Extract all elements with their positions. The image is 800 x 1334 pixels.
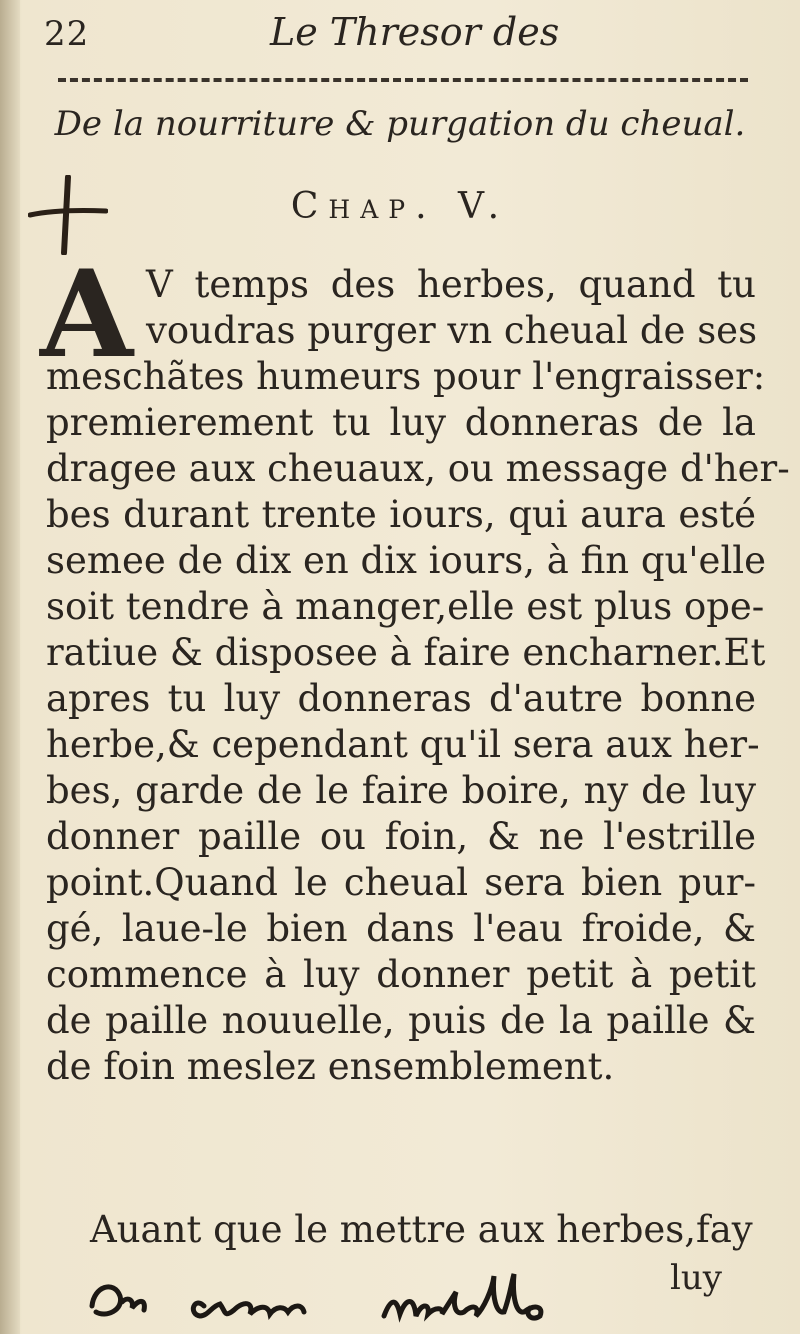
text-line: voudras purger vn cheual de ses	[146, 309, 758, 352]
text-line: meschãtes humeurs pour l'engraisser:	[46, 355, 766, 398]
chapter-heading: Chap. V.	[290, 186, 510, 227]
text-line: de foin meslez ensemblement.	[46, 1045, 615, 1088]
binding-gutter	[0, 0, 20, 1334]
text-line: de paille nouuelle, puis de la paille &	[46, 999, 756, 1042]
catchword: luy	[670, 1258, 722, 1298]
running-head: Le Thresor des	[270, 10, 560, 54]
text-line: V temps des herbes, quand tu	[146, 263, 756, 306]
text-line: dragee aux cheuaux, ou message d'her-	[46, 447, 790, 490]
text-line: ratiue & disposee à faire encharner.Et	[46, 631, 766, 674]
handwritten-annotation	[84, 1266, 664, 1332]
text-line: bes, garde de le faire boire, ny de luy	[46, 769, 756, 812]
text-line: soit tendre à manger,elle est plus ope-	[46, 585, 765, 628]
text-line: commence à luy donner petit à petit	[46, 953, 756, 996]
text-line: donner paille ou foin, & ne l'estrille	[46, 815, 756, 858]
text-line: semee de dix en dix iours, à fin qu'elle	[46, 539, 767, 582]
text-line: gé, laue-le bien dans l'eau froide, &	[46, 907, 756, 950]
text-line: herbe,& cependant qu'il sera aux her-	[46, 723, 760, 766]
second-paragraph: Auant que le mettre aux herbes,fay	[90, 1208, 753, 1251]
body-paragraph	[46, 262, 790, 1090]
text-line: point.Quand le cheual sera bien pur-	[46, 861, 756, 904]
page-number: 22	[44, 14, 90, 54]
section-title: De la nourriture & purgation du cheual.	[54, 104, 746, 144]
header-rule	[58, 78, 748, 82]
text-line: premierement tu luy donneras de la	[46, 401, 756, 444]
drop-cap: A	[40, 244, 134, 385]
text-line: bes durant trente iours, qui aura esté	[46, 493, 756, 536]
handwritten-cross-mark	[28, 175, 108, 255]
text-line: apres tu luy donneras d'autre bonne	[46, 677, 756, 720]
